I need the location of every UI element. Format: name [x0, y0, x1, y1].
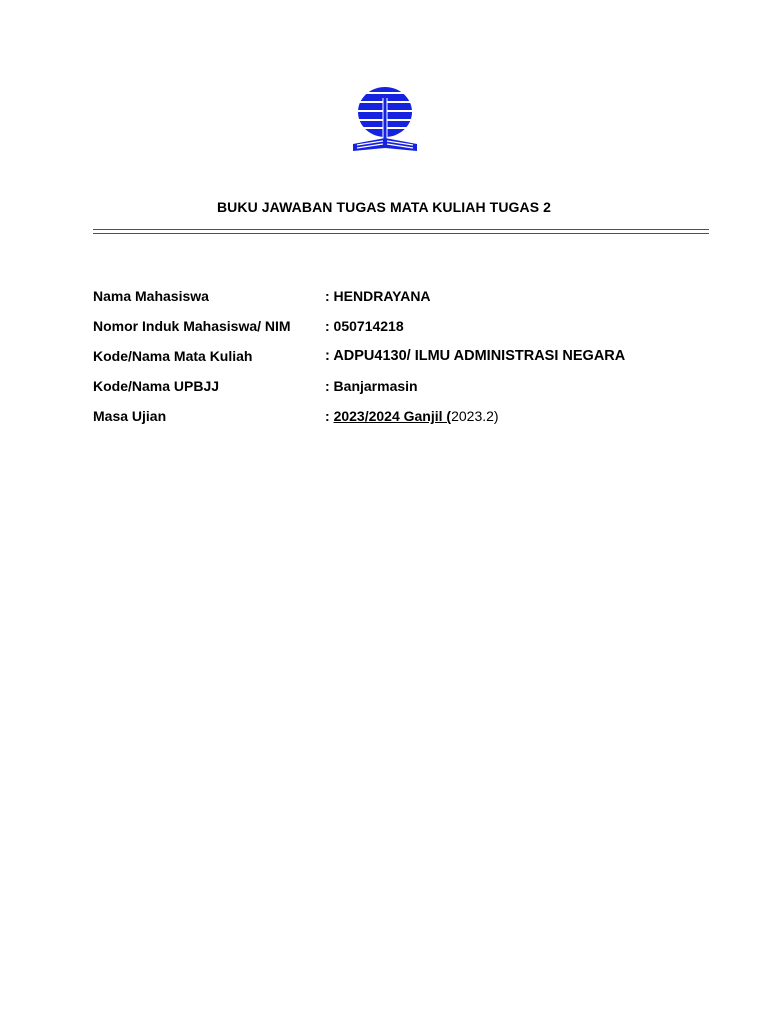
info-row-masa-ujian [93, 408, 693, 438]
info-label: Kode/Nama Mata Kuliah [93, 348, 253, 364]
info-label: Nomor Induk Mahasiswa/ NIM [93, 318, 291, 334]
info-value: : 050714218 [325, 318, 404, 334]
info-value: : Banjarmasin [325, 378, 418, 394]
info-row-upbjj [93, 378, 693, 408]
info-label: Kode/Nama UPBJJ [93, 378, 220, 394]
title-divider-bottom [93, 233, 709, 234]
student-info-block [93, 288, 693, 438]
document-title: BUKU JAWABAN TUGAS MATA KULIAH TUGAS 2 [216, 199, 552, 215]
info-label: Nama Mahasiswa [93, 288, 209, 304]
info-value: : HENDRAYANA [325, 288, 431, 304]
info-value-underlined: 2023/2024 Ganjil ( [333, 408, 452, 424]
title-divider-top [93, 229, 709, 230]
info-row-nama [93, 288, 693, 318]
info-value: : ADPU4130/ ILMU ADMINISTRASI NEGARA [325, 348, 626, 364]
info-row-nim [93, 318, 693, 348]
info-row-mata-kuliah [93, 348, 693, 378]
info-value [325, 408, 499, 424]
info-value-prefix: : [325, 408, 334, 424]
info-value-suffix: 2023.2) [451, 408, 499, 424]
info-label: Masa Ujian [93, 408, 167, 424]
university-logo-icon [350, 86, 420, 156]
